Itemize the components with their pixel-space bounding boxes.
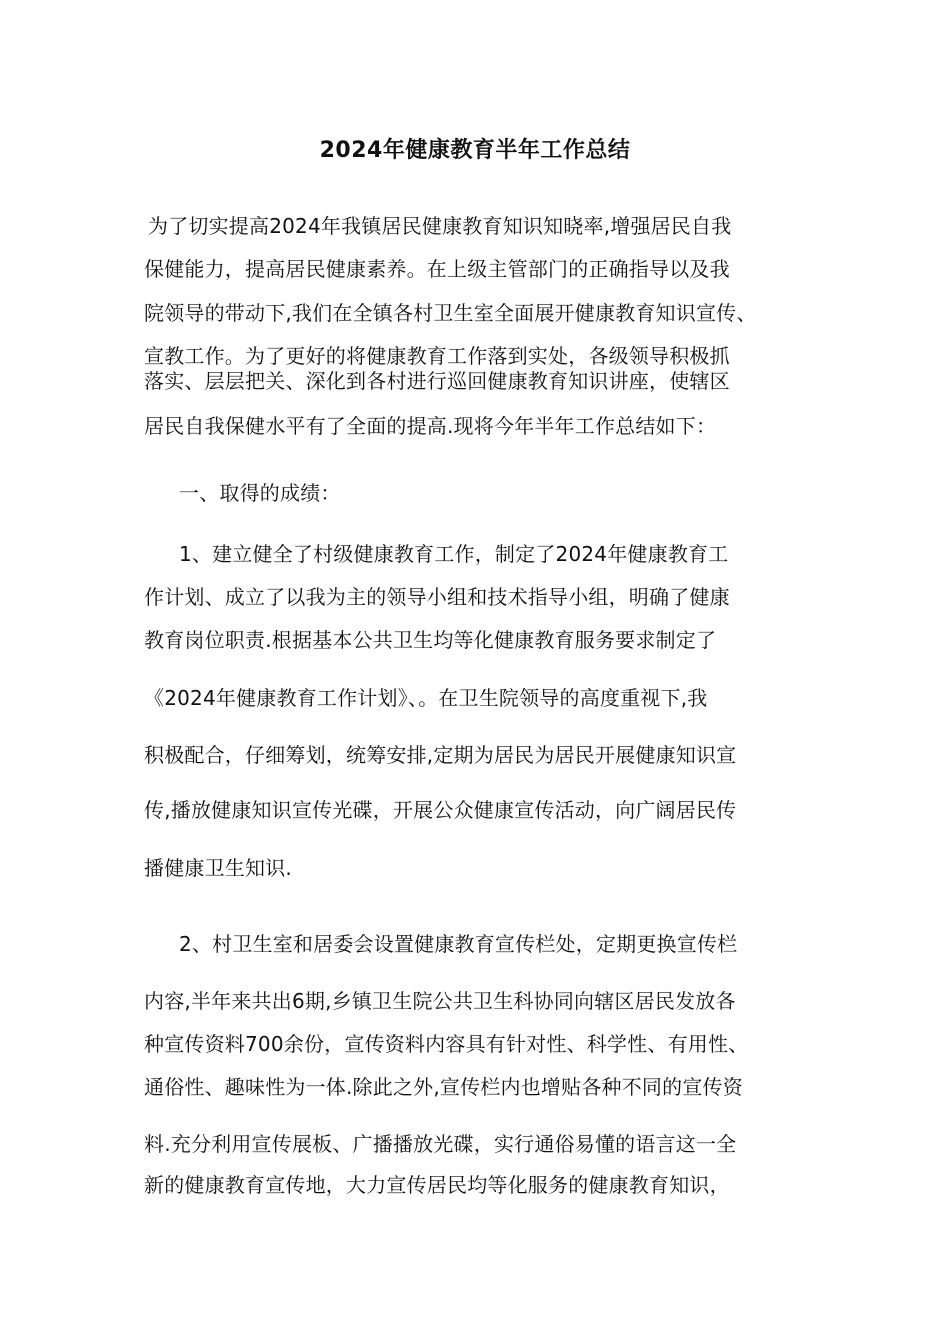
text-line: 种宣传资料700余份，宣传资料内容具有针对性、科学性、有用性、 (144, 1032, 749, 1056)
text-line: 2、村卫生室和居委会设置健康教育宣传栏处，定期更换宣传栏 (179, 932, 738, 956)
text-line: 料.充分利用宣传展板、广播播放光碟，实行通俗易懂的语言这一全 (144, 1132, 737, 1156)
section-heading: 一、取得的成绩： (179, 481, 341, 505)
text-line: 作计划、成立了以我为主的领导小组和技术指导小组，明确了健康 (144, 585, 730, 609)
document-title: 2024年健康教育半年工作总结 (319, 138, 631, 163)
text-line: 播健康卫生知识. (144, 856, 292, 880)
text-line: 1、建立健全了村级健康教育工作，制定了2024年健康教育工 (179, 542, 729, 566)
text-line: 宣教工作。为了更好的将健康教育工作落到实处，各级领导积极抓 (144, 344, 730, 368)
text-line: 教育岗位职责.根据基本公共卫生均等化健康教育服务要求制定了 (144, 628, 717, 652)
text-line: 落实、层层把关、深化到各村进行巡回健康教育知识讲座，使辖区 (144, 369, 730, 393)
text-line: 保健能力，提高居民健康素养。在上级主管部门的正确指导以及我 (144, 257, 730, 281)
text-line: 新的健康教育宣传地，大力宣传居民均等化服务的健康教育知识， (144, 1173, 730, 1197)
text-line: 院领导的带动下,我们在全镇各村卫生室全面展开健康教育知识宣传、 (144, 301, 757, 325)
text-line: 居民自我保健水平有了全面的提高.现将今年半年工作总结如下： (144, 414, 717, 438)
text-line: 内容,半年来共出6期,乡镇卫生院公共卫生科协同向辖区居民发放各 (144, 989, 736, 1013)
text-line: 为了切实提高2024年我镇居民健康教育知识知晓率,增强居民自我 (148, 214, 732, 238)
text-line: 通俗性、趣味性为一体.除此之外,宣传栏内也增贴各种不同的宣传资 (144, 1075, 743, 1099)
text-line: 传,播放健康知识宣传光碟，开展公众健康宣传活动，向广阔居民传 (144, 798, 737, 822)
text-line: 积极配合，仔细筹划，统筹安排,定期为居民为居民开展健康知识宣 (144, 743, 737, 767)
text-line: 《2024年健康教育工作计划》、。在卫生院领导的高度重视下,我 (144, 686, 708, 710)
